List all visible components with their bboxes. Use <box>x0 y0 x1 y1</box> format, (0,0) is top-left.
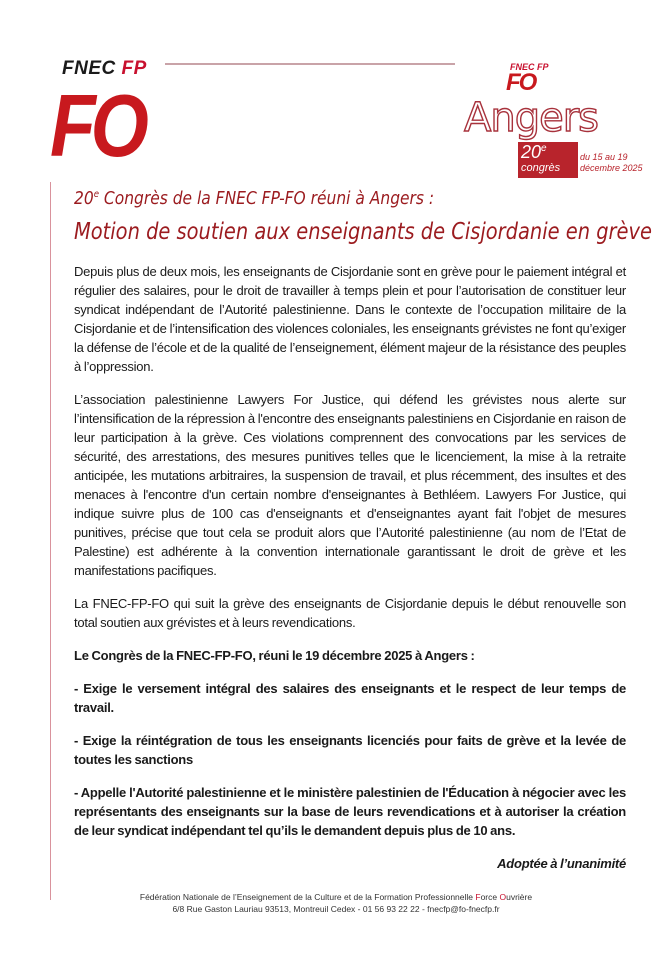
congress-logo-fnec: FNEC FP <box>510 62 549 72</box>
adoption-note: Adoptée à l’unanimité <box>497 856 626 871</box>
congress-angers-logo <box>462 62 652 180</box>
congress-dates: du 15 au 19 décembre 2025 <box>580 152 643 173</box>
resolution-item: - Appelle l'Autorité palestinienne et le ministère palestinien de l'Éducation à négocier avec les représentants des enseignants sur la base de leurs revendications et à autoriser la création de leur syndicat indépendant tel qu’ils le demandent depuis plus de 10 ans. <box>74 785 626 838</box>
document-title: Motion de soutien aux enseignants de Cisjordanie en grève <box>74 219 652 245</box>
congress-logo-city: Angers <box>464 95 598 141</box>
fnec-fp-fo-logo <box>52 58 162 173</box>
paragraph: Depuis plus de deux mois, les enseignants de Cisjordanie sont en grève pour le paiement intégral et régulier des salaires, pour le droit de travailler à temps plein et pour l’autorisation de constituer leur syndicat indépendant de l’Autorité palestinienne. Dans le contexte de l’occupation militaire de la Cisjordanie et de l’intensification des violences coloniales, les enseignants grévistes ne font qu’exiger la défense de l’école et de la qualité de l’enseignement, élément majeur de la résistance des peuples à l’oppression. <box>74 264 626 374</box>
motion-body <box>74 262 626 873</box>
footer-organization: Fédération Nationale de l’Enseignement de la Culture et de la Formation Professionnelle Force Ouvrière <box>139 892 533 902</box>
logo-fo-text: FO <box>50 76 144 175</box>
document-subtitle: 20e Congrès de la FNEC FP-FO réuni à Angers : <box>74 188 435 209</box>
logo-fnec-text: FNEC FP <box>62 58 147 79</box>
paragraph: La FNEC-FP-FO qui suit la grève des enseignants de Cisjordanie depuis le début renouvelle son total soutien aux grévistes et à leurs revendications. <box>74 596 626 630</box>
footer-address: 6/8 Rue Gaston Lauriau 93513, Montreuil Cedex - 01 56 93 22 22 - fnecfp@fo-fnecfp.fr <box>172 904 500 914</box>
left-margin-rule <box>50 182 51 900</box>
resolution-intro: Le Congrès de la FNEC-FP-FO, réuni le 19 décembre 2025 à Angers : <box>74 648 475 663</box>
document-header <box>0 0 672 180</box>
document-content <box>74 186 652 873</box>
resolution-item: - Exige le versement intégral des salaires des enseignants et le respect de leur temps de travail. <box>74 681 626 715</box>
congress-logo-brand <box>506 62 566 96</box>
congress-edition-badge: 20e congrès <box>518 142 578 178</box>
congress-logo-fo: FO <box>506 69 536 96</box>
header-divider <box>165 63 455 65</box>
footer <box>0 891 672 935</box>
resolution-item: - Exige la réintégration de tous les enseignants licenciés pour faits de grève et la levée de toutes les sanctions <box>74 733 626 767</box>
paragraph: L’association palestinienne Lawyers For Justice, qui défend les grévistes nous alerte sur l’intensification de la répression à l'encontre des enseignants palestiniens en Cisjordanie en raison de leur participation à la grève. Ces violations comprennent des convocations par les services de sécurité, des arrestations, des mesures punitives telles que le licenciement, la mise à la retraite anticipée, les mutations arbitraires, la suspension de travail, et plus récemment, des insultes et des menaces à l'encontre d'un certain nombre d'enseignantes à Bethléem. Lawyers For Justice, qui indique suivre plus de 100 cas d'enseignants et d'enseignantes ayant fait l'objet de mesures punitives, précise que tout cela se produit alors que l’Autorité palestinienne (au nom de l’Etat de Palestine) est adhérente à la convention internationale garantissant le droit de grève et les manifestations pacifiques. <box>74 392 626 578</box>
